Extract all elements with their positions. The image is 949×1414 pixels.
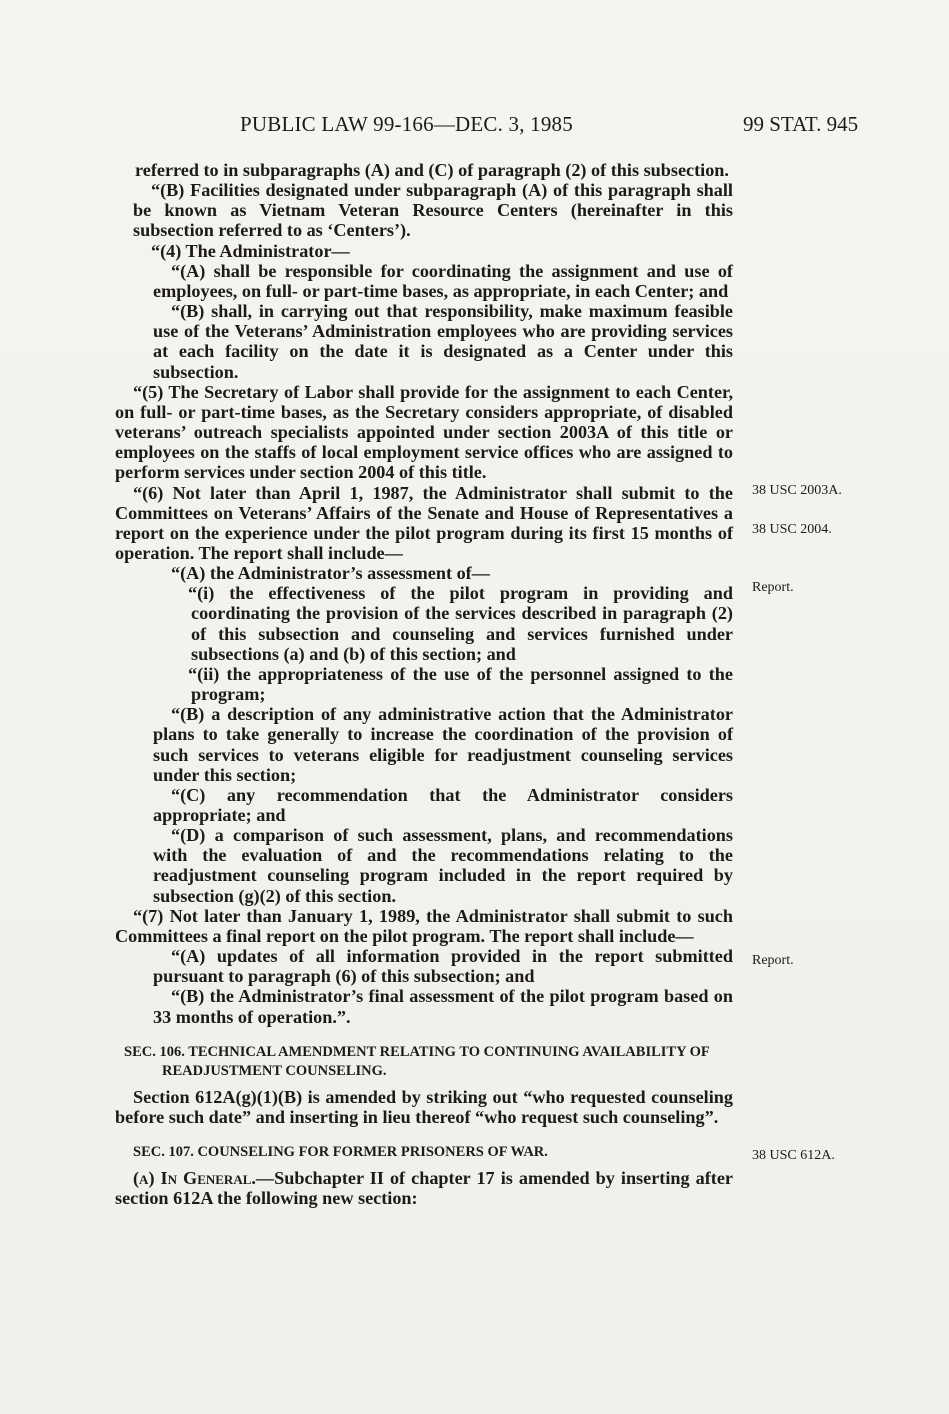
margin-note-usc-2003a: 38 USC 2003A. (752, 483, 842, 498)
section-106-text: Section 612A(g)(1)(B) is amended by striking out “who requested counseling before such date” and inserting in lieu thereof “who request such counseling”. (115, 1086, 733, 1127)
subsection-text: —Subchapter II of chapter 17 is amended by inserting after section 612A the following new section: (115, 1168, 733, 1209)
margin-note-report-7: Report. (752, 953, 794, 968)
section-107-heading: SEC. 107. COUNSELING FOR FORMER PRISONERS OF WAR. (133, 1144, 548, 1161)
paragraph-7a: “(A) updates of all information provided in the report submitted pursuant to paragraph (6) of this subsection; and (153, 946, 733, 987)
margin-note-usc-2004: 38 USC 2004. (752, 522, 832, 537)
paragraph-4a: “(A) shall be responsible for coordinating the assignment and use of employees, on full- or part-time bases, as appropriate, in each Center; and (153, 260, 733, 301)
paragraph-4b: “(B) shall, in carrying out that responsibility, make maximum feasible use of the Veterans’ Administration employees who are providing services at each facility on the date it is designated as a Center under this subsection. (153, 301, 733, 382)
subsection-label: (a) In General. (133, 1168, 256, 1189)
paragraph-4: “(4) The Administrator— (151, 240, 350, 261)
paragraph-5: “(5) The Secretary of Labor shall provide for the assignment to each Center, on full- or part-time bases, as the Secretary considers appropriate, of disabled veterans’ outreach specialists appointed under section 2003A of this title or employees on the staffs of local employment service offices who are assigned to perform services under section 2004 of this title. (115, 381, 733, 483)
paragraph-6b: “(B) a description of any administrative action that the Administrator plans to take generally to increase the coordination of the provision of such services to veterans eligible for readjustment counseling services under this section; (153, 704, 733, 785)
margin-note-report-6: Report. (752, 580, 794, 595)
paragraph-6a-i: “(i) the effectiveness of the pilot program in providing and coordinating the provision of the services described in paragraph (2) of this subsection and counseling and services furnished under subsections (a) and (b) of this section; and (188, 583, 733, 664)
section-107-a (115, 1168, 733, 1208)
paragraph-3b: “(B) Facilities designated under subparagraph (A) of this paragraph shall be known as Vietnam Veteran Resource Centers (hereinafter in this subsection referred to as ‘Centers’). (133, 180, 733, 241)
stat-page-number: 99 STAT. 945 (743, 112, 859, 136)
paragraph-7: “(7) Not later than January 1, 1989, the Administrator shall submit to such Committees a final report on the pilot program. The report shall include— (115, 905, 733, 946)
paragraph-6a: “(A) the Administrator’s assessment of— (171, 563, 490, 584)
paragraph-6a-ii: “(ii) the appropriateness of the use of the personnel assigned to the program; (188, 663, 733, 705)
paragraph-7b: “(B) the Administrator’s final assessment of the pilot program based on 33 months of operation.”. (153, 986, 733, 1027)
statute-body (115, 160, 733, 1208)
margin-note-usc-612a: 38 USC 612A. (752, 1148, 835, 1163)
running-header-title: PUBLIC LAW 99-166—DEC. 3, 1985 (240, 112, 573, 136)
paragraph-6c: “(C) any recommendation that the Administrator considers appropriate; and (153, 784, 733, 825)
paragraph-continuation: referred to in subparagraphs (A) and (C) of paragraph (2) of this subsection. (135, 160, 729, 180)
section-106-heading: SEC. 106. TECHNICAL AMENDMENT RELATING TO CONTINUING AVAILABILITY OF READJUSTMENT COUNSELING. (124, 1043, 710, 1079)
paragraph-6: “(6) Not later than April 1, 1987, the Administrator shall submit to the Committees on Veterans’ Affairs of the Senate and House of Representatives a report on the experience under the pilot program during its first 15 months of operation. The report shall include— (115, 482, 733, 563)
paragraph-6d: “(D) a comparison of such assessment, plans, and recommendations with the evaluation of and the recommendations relating to the readjustment counseling program included in the report required by subsection (g)(2) of this section. (153, 825, 733, 906)
